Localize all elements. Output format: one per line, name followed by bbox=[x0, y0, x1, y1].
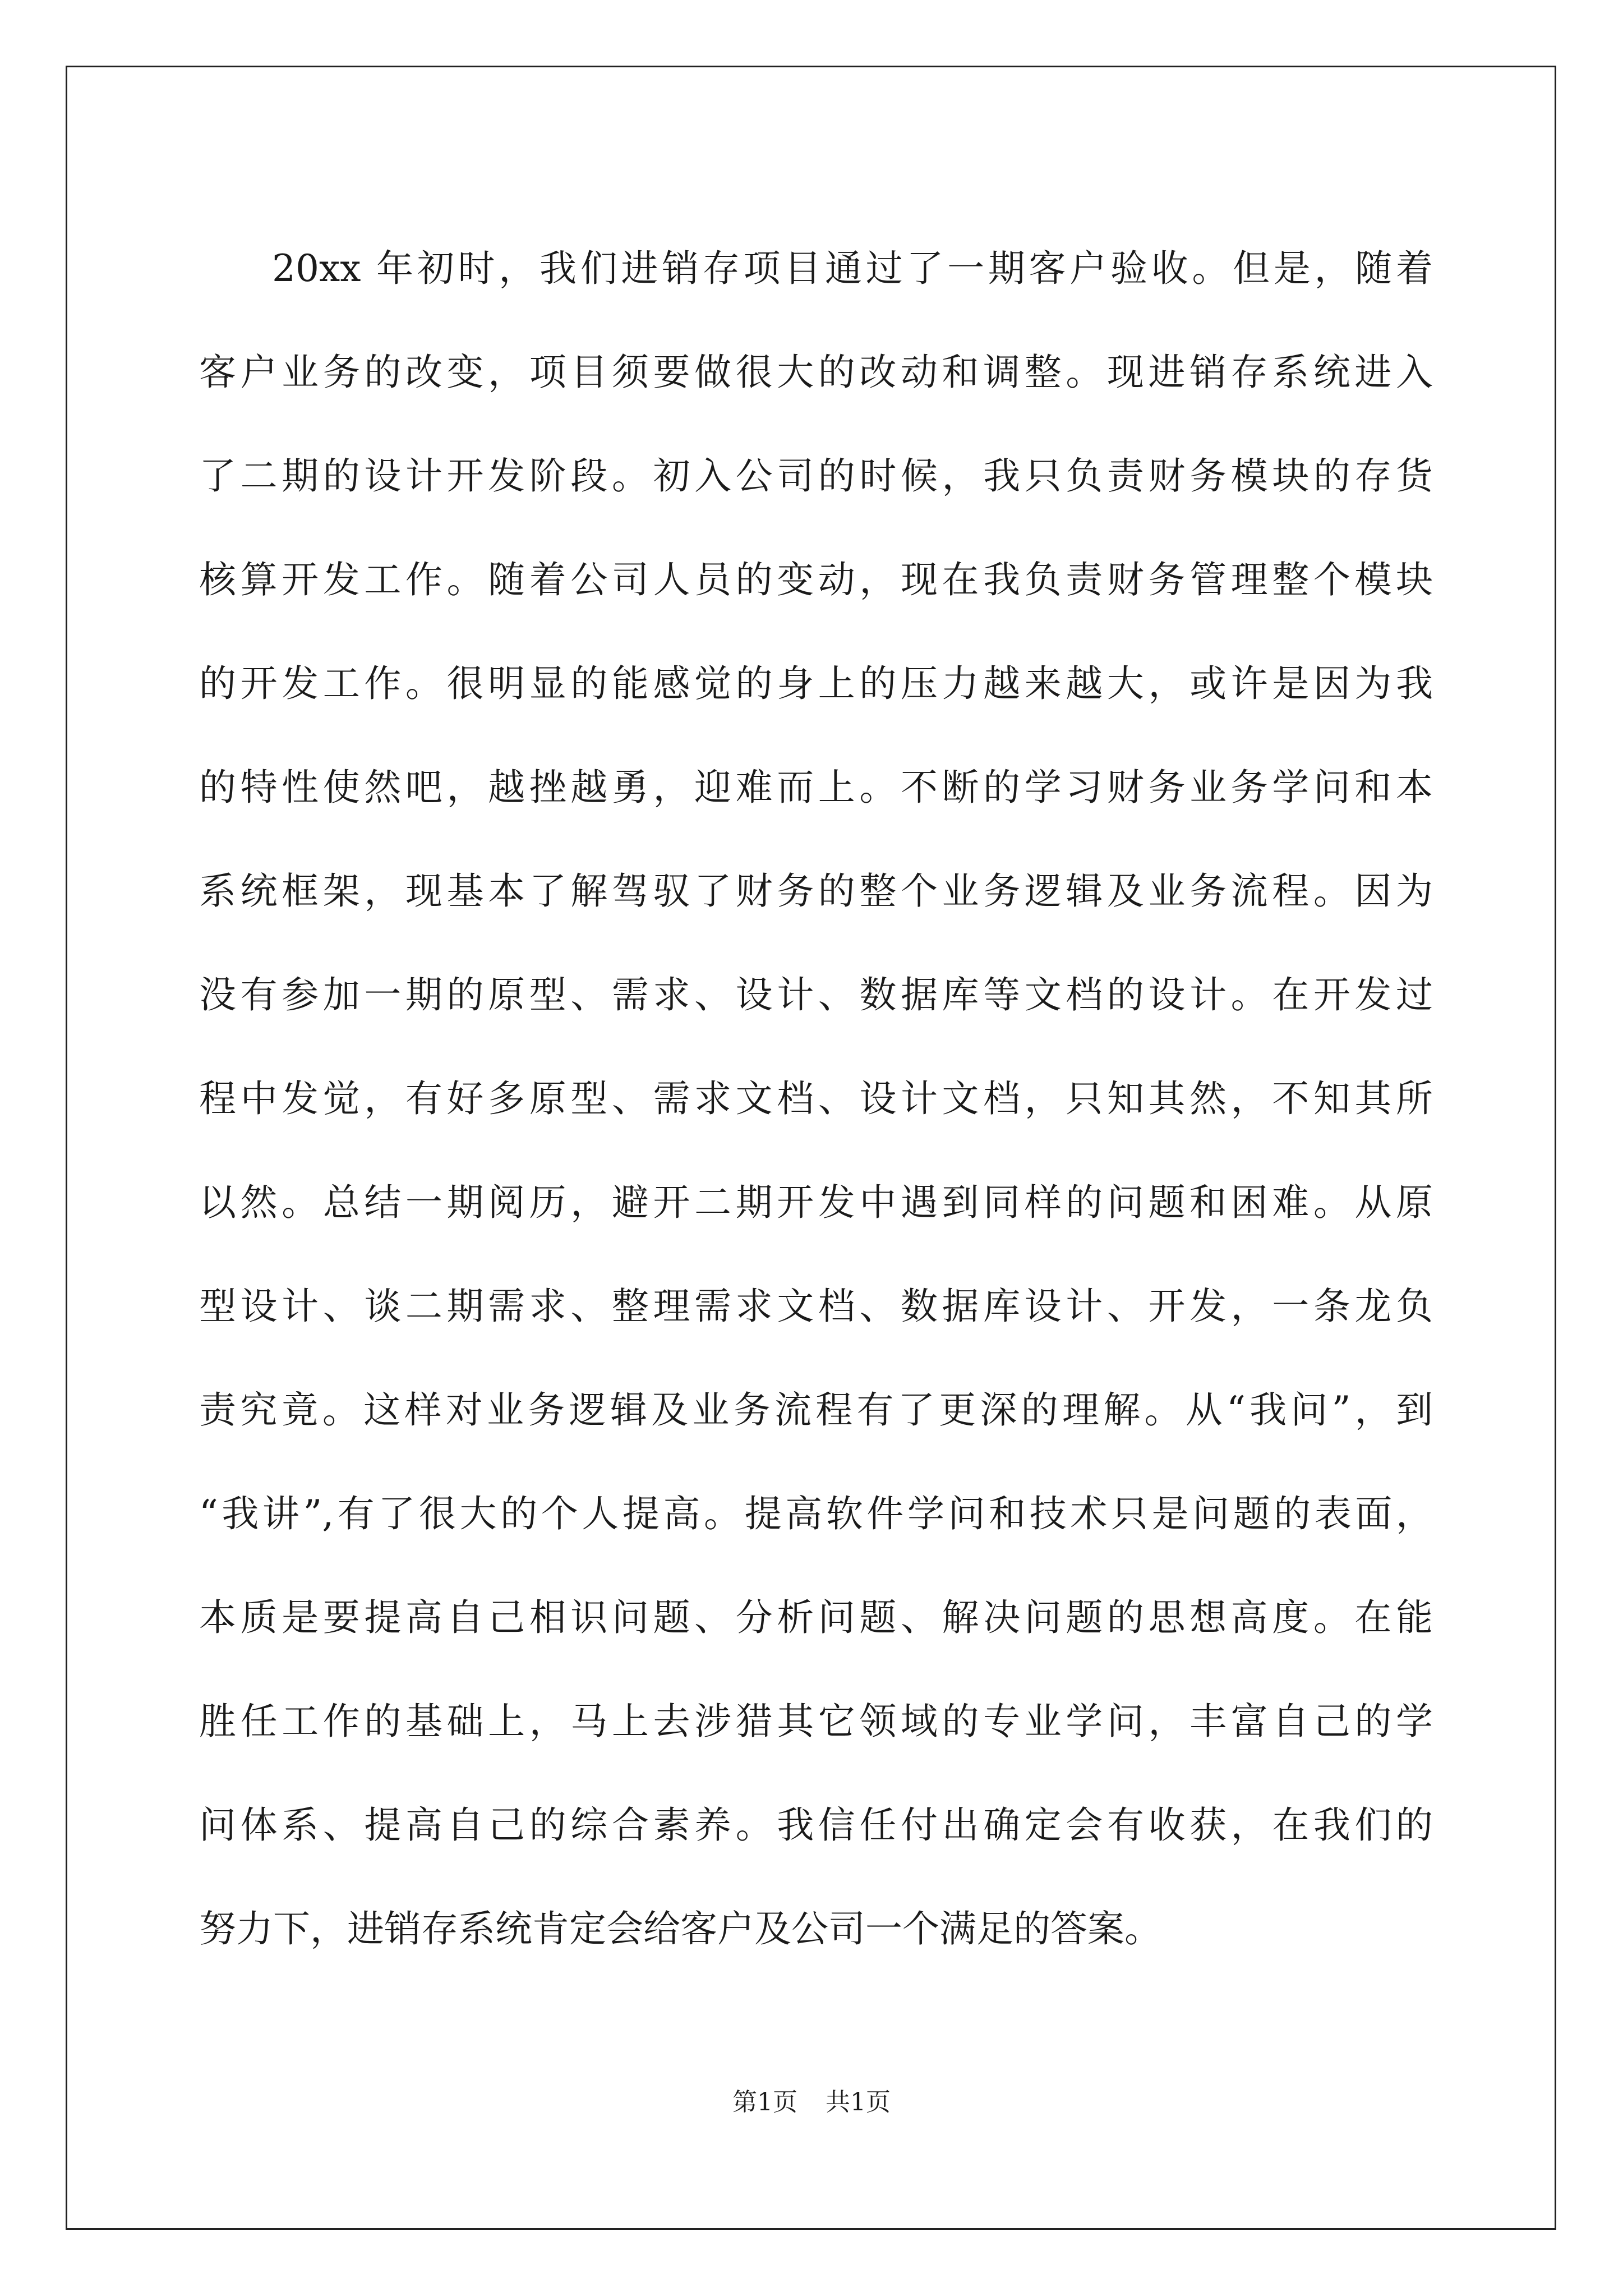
paragraph-line: 本质是要提高自己相识问题、分析问题、解决问题的思想高度。在能 bbox=[199, 1596, 1433, 1639]
paragraph-line: 责究竟。这样对业务逻辑及业务流程有了更深的理解。从“我问”，到 bbox=[199, 1388, 1433, 1432]
paragraph-line: 型设计、谈二期需求、整理需求文档、数据库设计、开发，一条龙负 bbox=[199, 1285, 1433, 1328]
page-number-current: 第1页 bbox=[732, 2088, 797, 2116]
paragraph-line: 努力下，进销存系统肯定会给客户及公司一个满足的答案。 bbox=[199, 1907, 1161, 1950]
paragraph-line: 系统框架，现基本了解驾驭了财务的整个业务逻辑及业务流程。因为 bbox=[199, 869, 1433, 913]
paragraph-line: 问体系、提高自己的综合素养。我信任付出确定会有收获，在我们的 bbox=[199, 1803, 1433, 1847]
paragraph-line: 没有参加一期的原型、需求、设计、数据库等文档的设计。在开发过 bbox=[199, 973, 1433, 1016]
page-number-total: 共1页 bbox=[826, 2088, 891, 2116]
paragraph-line: 以然。总结一期阅历，避开二期开发中遇到同样的问题和困难。从原 bbox=[199, 1181, 1433, 1224]
paragraph-line: 程中发觉，有好多原型、需求文档、设计文档，只知其然，不知其所 bbox=[199, 1077, 1433, 1120]
paragraph-line: “我讲”,有了很大的个人提高。提高软件学问和技术只是问题的表面， bbox=[199, 1492, 1433, 1535]
paragraph-line: 核算开发工作。随着公司人员的变动，现在我负责财务管理整个模块 bbox=[199, 558, 1433, 601]
paragraph-line: 了二期的设计开发阶段。初入公司的时候，我只负责财务模块的存货 bbox=[199, 454, 1433, 498]
paragraph-line: 胜任工作的基础上，马上去涉猎其它领域的专业学问，丰富自己的学 bbox=[199, 1700, 1433, 1743]
page-footer bbox=[0, 2086, 1623, 2119]
paragraph-line: 20xx 年初时，我们进销存项目通过了一期客户验收。但是，随着 bbox=[272, 247, 1433, 290]
paragraph-line: 的开发工作。很明显的能感觉的身上的压力越来越大，或许是因为我 bbox=[199, 662, 1433, 705]
body-paragraph bbox=[199, 217, 1433, 1981]
paragraph-line: 客户业务的改变，项目须要做很大的改动和调整。现进销存系统进入 bbox=[199, 351, 1433, 394]
paragraph-line: 的特性使然吧，越挫越勇，迎难而上。不断的学习财务业务学问和本 bbox=[199, 766, 1433, 809]
